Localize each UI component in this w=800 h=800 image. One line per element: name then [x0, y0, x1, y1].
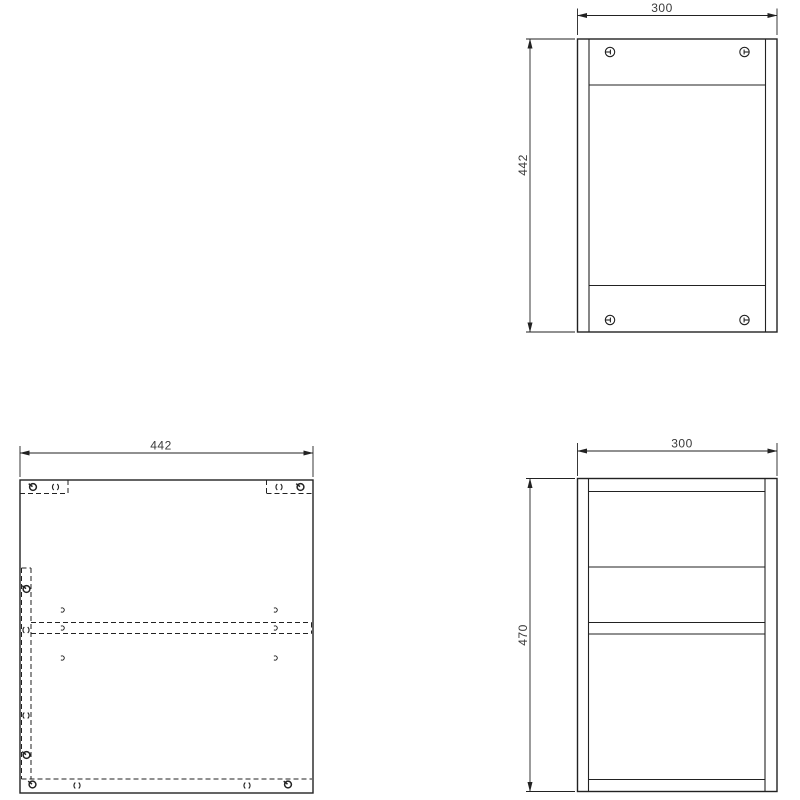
dim-label-width: 442 [150, 438, 172, 453]
dimension-width [578, 1, 778, 35]
dowel-holes-icon [52, 484, 58, 490]
dimension-width [20, 439, 313, 478]
cam-lock-icon [605, 47, 614, 56]
cam-lock-icon [284, 781, 292, 788]
cabinet-front-view-300x470 [516, 437, 777, 792]
cabinet-outline [578, 479, 778, 792]
cam-lock-icon [29, 484, 37, 491]
pilot-hole-icon [61, 626, 64, 630]
panel-outline [20, 480, 313, 793]
panel-outline [578, 39, 778, 332]
dowel-holes-icon [23, 627, 29, 633]
dim-label-width: 300 [651, 1, 673, 15]
dim-label-width: 300 [671, 436, 693, 451]
pilot-hole-icon [61, 608, 64, 612]
pilot-hole-icon [274, 626, 277, 630]
dowel-holes-icon [276, 484, 282, 490]
cam-lock-icon [296, 484, 304, 491]
panel-view-300x442 [516, 1, 777, 332]
cam-lock-icon [605, 315, 614, 324]
cam-lock-icon [22, 752, 30, 759]
cam-lock-icon [740, 315, 749, 324]
cam-lock-icon [740, 47, 749, 56]
dimension-width [578, 437, 778, 477]
dimension-height [516, 39, 575, 332]
dim-label-height: 442 [516, 154, 530, 176]
pilot-hole-icon [274, 656, 277, 660]
dimension-height [516, 479, 575, 792]
dim-label-height: 470 [516, 624, 530, 646]
cam-lock-icon [28, 781, 36, 788]
pilot-hole-icon [274, 608, 277, 612]
panel-view-442-plan [20, 439, 313, 794]
dowel-holes-icon [23, 713, 29, 719]
dowel-holes-icon [74, 783, 80, 789]
cam-lock-icon [22, 586, 30, 593]
pilot-hole-icon [61, 656, 64, 660]
dowel-holes-icon [244, 783, 250, 789]
